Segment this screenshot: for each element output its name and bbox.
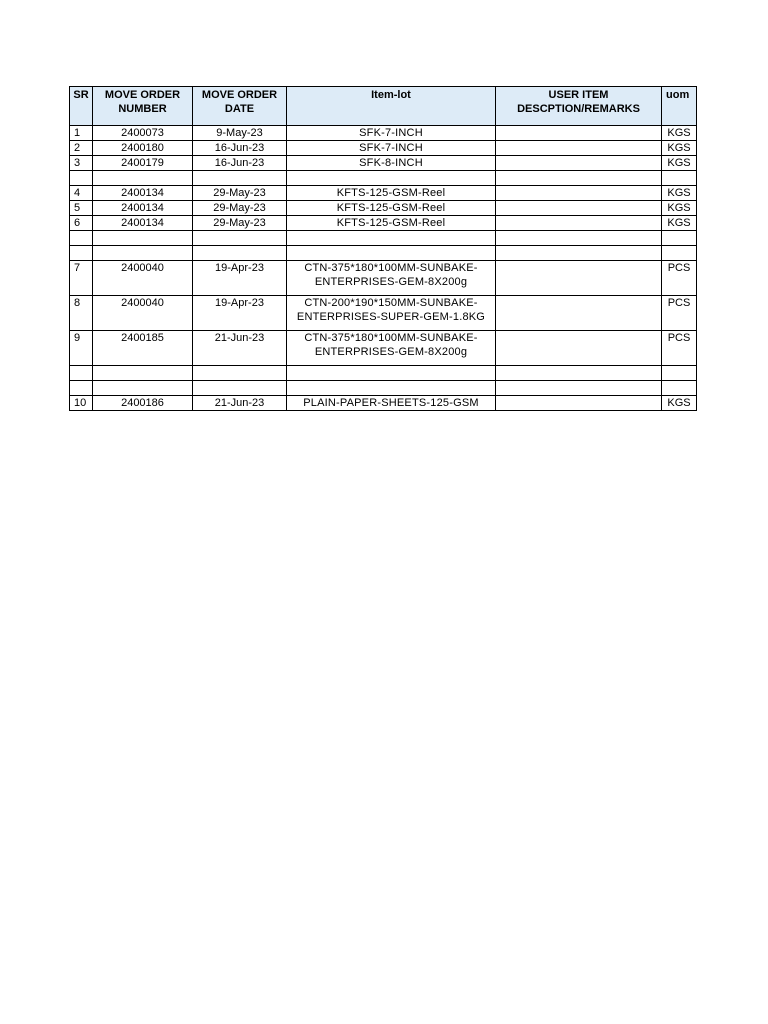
cell-move-order-date: 29-May-23	[193, 186, 287, 201]
cell-uom: KGS	[662, 216, 697, 231]
cell-uom: KGS	[662, 186, 697, 201]
table-row	[70, 156, 697, 171]
cell-remarks	[496, 261, 662, 296]
cell-remarks	[496, 216, 662, 231]
move-order-table	[69, 86, 697, 411]
cell-move-order-number	[93, 381, 193, 396]
cell-uom	[662, 246, 697, 261]
table-row	[70, 296, 697, 331]
cell-remarks	[496, 231, 662, 246]
cell-item-lot	[287, 171, 496, 186]
table-header-row	[70, 87, 697, 126]
cell-sr	[70, 171, 93, 186]
cell-uom	[662, 231, 697, 246]
cell-item-lot	[287, 366, 496, 381]
table-row-empty	[70, 366, 697, 381]
table-row	[70, 201, 697, 216]
cell-item-lot: SFK-7-INCH	[287, 126, 496, 141]
cell-sr	[70, 246, 93, 261]
cell-sr: 2	[70, 141, 93, 156]
cell-move-order-date: 16-Jun-23	[193, 156, 287, 171]
cell-move-order-date: 19-Apr-23	[193, 261, 287, 296]
cell-move-order-date: 29-May-23	[193, 201, 287, 216]
header-user-item-description: USER ITEM DESCPTION/REMARKS	[496, 87, 662, 126]
cell-remarks	[496, 126, 662, 141]
cell-uom: KGS	[662, 141, 697, 156]
cell-remarks	[496, 201, 662, 216]
cell-remarks	[496, 366, 662, 381]
table-row	[70, 396, 697, 411]
cell-move-order-date: 29-May-23	[193, 216, 287, 231]
table-row-empty	[70, 381, 697, 396]
cell-move-order-number	[93, 171, 193, 186]
table-body	[70, 126, 697, 411]
table-row-empty	[70, 171, 697, 186]
cell-remarks	[496, 296, 662, 331]
cell-move-order-number: 2400040	[93, 296, 193, 331]
cell-sr: 7	[70, 261, 93, 296]
move-order-sheet	[69, 86, 697, 411]
cell-move-order-number: 2400179	[93, 156, 193, 171]
cell-remarks	[496, 331, 662, 366]
cell-uom	[662, 381, 697, 396]
cell-item-lot: CTN-200*190*150MM-SUNBAKE-ENTERPRISES-SUPER-GEM-1.8KG	[287, 296, 496, 331]
cell-item-lot: SFK-7-INCH	[287, 141, 496, 156]
cell-sr	[70, 231, 93, 246]
cell-uom: PCS	[662, 261, 697, 296]
cell-item-lot: KFTS-125-GSM-Reel	[287, 201, 496, 216]
cell-remarks	[496, 246, 662, 261]
cell-move-order-number	[93, 366, 193, 381]
cell-sr: 10	[70, 396, 93, 411]
cell-sr	[70, 366, 93, 381]
cell-move-order-date: 9-May-23	[193, 126, 287, 141]
cell-item-lot	[287, 231, 496, 246]
cell-move-order-number	[93, 231, 193, 246]
cell-move-order-number	[93, 246, 193, 261]
cell-sr: 8	[70, 296, 93, 331]
cell-uom: KGS	[662, 201, 697, 216]
cell-uom	[662, 171, 697, 186]
cell-move-order-number: 2400134	[93, 201, 193, 216]
cell-move-order-number: 2400073	[93, 126, 193, 141]
cell-item-lot: CTN-375*180*100MM-SUNBAKE-ENTERPRISES-GEM-8X200g	[287, 331, 496, 366]
cell-move-order-date: 16-Jun-23	[193, 141, 287, 156]
cell-uom	[662, 366, 697, 381]
cell-move-order-date	[193, 366, 287, 381]
header-sr: SR	[70, 87, 93, 126]
cell-item-lot	[287, 246, 496, 261]
cell-remarks	[496, 381, 662, 396]
cell-item-lot	[287, 381, 496, 396]
cell-sr: 3	[70, 156, 93, 171]
cell-move-order-number: 2400180	[93, 141, 193, 156]
cell-item-lot: KFTS-125-GSM-Reel	[287, 216, 496, 231]
cell-uom: PCS	[662, 296, 697, 331]
header-move-order-number: MOVE ORDER NUMBER	[93, 87, 193, 126]
cell-move-order-date	[193, 381, 287, 396]
table-row	[70, 126, 697, 141]
cell-sr: 9	[70, 331, 93, 366]
cell-remarks	[496, 141, 662, 156]
cell-move-order-date	[193, 171, 287, 186]
cell-remarks	[496, 396, 662, 411]
cell-sr: 6	[70, 216, 93, 231]
cell-move-order-date: 19-Apr-23	[193, 296, 287, 331]
cell-remarks	[496, 171, 662, 186]
cell-item-lot: SFK-8-INCH	[287, 156, 496, 171]
cell-move-order-date	[193, 246, 287, 261]
table-row	[70, 216, 697, 231]
cell-sr: 1	[70, 126, 93, 141]
table-row	[70, 141, 697, 156]
cell-move-order-date: 21-Jun-23	[193, 396, 287, 411]
cell-sr: 5	[70, 201, 93, 216]
table-row	[70, 186, 697, 201]
cell-move-order-number: 2400134	[93, 216, 193, 231]
cell-uom: PCS	[662, 331, 697, 366]
cell-move-order-date	[193, 231, 287, 246]
cell-item-lot: PLAIN-PAPER-SHEETS-125-GSM	[287, 396, 496, 411]
cell-remarks	[496, 186, 662, 201]
cell-item-lot: CTN-375*180*100MM-SUNBAKE-ENTERPRISES-GEM-8X200g	[287, 261, 496, 296]
table-row	[70, 331, 697, 366]
cell-uom: KGS	[662, 396, 697, 411]
header-uom: uom	[662, 87, 697, 126]
header-item-lot: Item-lot	[287, 87, 496, 126]
cell-move-order-date: 21-Jun-23	[193, 331, 287, 366]
cell-sr: 4	[70, 186, 93, 201]
cell-move-order-number: 2400185	[93, 331, 193, 366]
cell-move-order-number: 2400134	[93, 186, 193, 201]
header-move-order-date: MOVE ORDER DATE	[193, 87, 287, 126]
cell-remarks	[496, 156, 662, 171]
table-row-empty	[70, 231, 697, 246]
cell-uom: KGS	[662, 156, 697, 171]
cell-item-lot: KFTS-125-GSM-Reel	[287, 186, 496, 201]
table-row-empty	[70, 246, 697, 261]
cell-uom: KGS	[662, 126, 697, 141]
cell-sr	[70, 381, 93, 396]
cell-move-order-number: 2400040	[93, 261, 193, 296]
cell-move-order-number: 2400186	[93, 396, 193, 411]
table-row	[70, 261, 697, 296]
